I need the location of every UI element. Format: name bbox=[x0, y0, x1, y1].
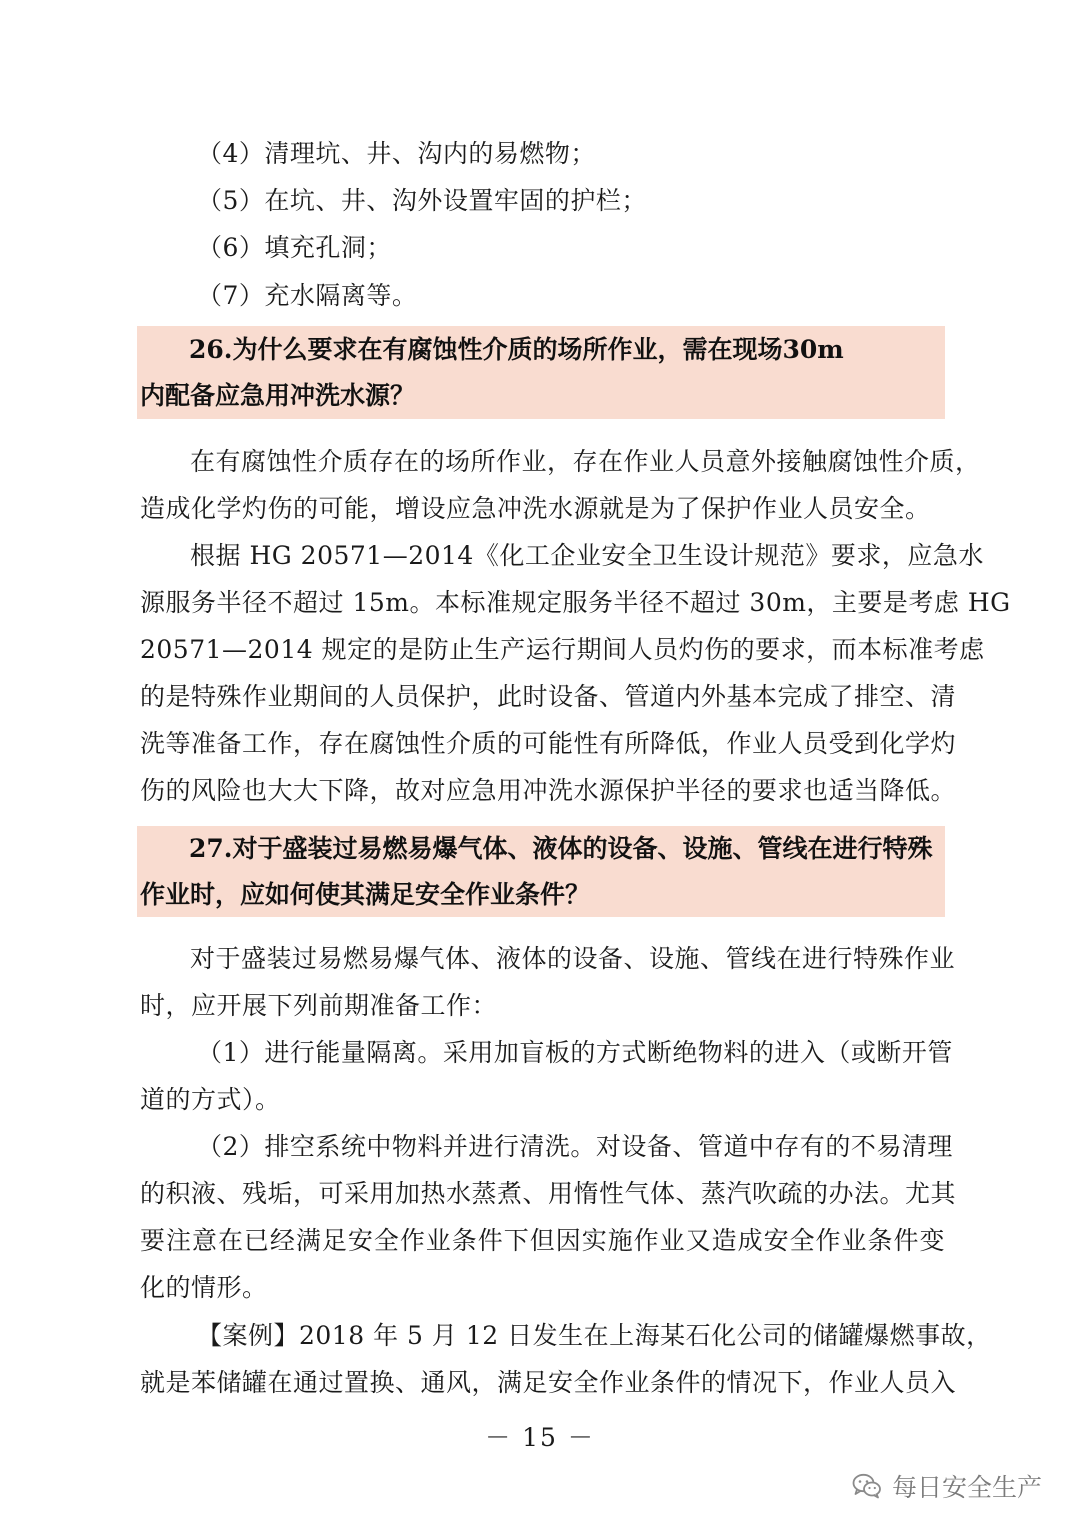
answer-26-line: 根据 HG 20571—2014《化工企业安全卫生设计规范》要求，应急水 bbox=[190, 541, 984, 570]
answer-27-line: 化的情形。 bbox=[140, 1273, 268, 1302]
question-26-box bbox=[137, 326, 945, 419]
answer-27-line: 道的方式）。 bbox=[140, 1085, 281, 1114]
watermark-text: 每日安全生产 bbox=[891, 1473, 1042, 1502]
question-27-box bbox=[137, 826, 945, 917]
question-27-line2: 作业时，应如何使其满足安全作业条件？ bbox=[140, 880, 591, 909]
answer-27-line: 对于盛装过易燃易爆气体、液体的设备、设施、管线在进行特殊作业 bbox=[190, 944, 956, 973]
list-item: （7）充水隔离等。 bbox=[197, 281, 418, 310]
answer-27-line: （1）进行能量隔离。采用加盲板的方式断绝物料的进入（或断开管 bbox=[197, 1038, 953, 1067]
answer-26-line: 伤的风险也大大下降，故对应急用冲洗水源保护半径的要求也适当降低。 bbox=[140, 776, 957, 805]
question-26-line2: 内配备应急用冲洗水源？ bbox=[140, 381, 416, 410]
answer-27-line: 【案例】2018 年 5 月 12 日发生在上海某石化公司的储罐爆燃事故， bbox=[197, 1321, 992, 1350]
answer-26-line: 在有腐蚀性介质存在的场所作业，存在作业人员意外接触腐蚀性介质， bbox=[190, 447, 981, 476]
page-number: － 15 － bbox=[485, 1423, 595, 1452]
answer-27-line: 就是苯储罐在通过置换、通风，满足安全作业条件的情况下，作业人员入 bbox=[140, 1368, 957, 1397]
answer-26-line: 造成化学灼伤的可能，增设应急冲洗水源就是为了保护作业人员安全。 bbox=[140, 494, 931, 523]
answer-27-line: 时，应开展下列前期准备工作： bbox=[140, 991, 498, 1020]
question-27-line1: 27.对于盛装过易燃易爆气体、液体的设备、设施、管线在进行特殊 bbox=[189, 834, 933, 863]
answer-26-line: 源服务半径不超过 15m。本标准规定服务半径不超过 30m，主要是考虑 HG bbox=[140, 588, 1011, 617]
list-item: （4）清理坑、井、沟内的易燃物； bbox=[197, 139, 596, 168]
answer-27-line: 的积液、残垢，可采用加热水蒸煮、用惰性气体、蒸汽吹疏的办法。尤其 bbox=[140, 1179, 957, 1208]
watermark bbox=[852, 1468, 1042, 1504]
list-item: （5）在坑、井、沟外设置牢固的护栏； bbox=[197, 186, 647, 215]
answer-27-line: 要注意在已经满足安全作业条件下但因实施作业又造成安全作业条件变 bbox=[140, 1226, 945, 1255]
answer-26-line: 的是特殊作业期间的人员保护，此时设备、管道内外基本完成了排空、清 bbox=[140, 682, 957, 711]
question-26-line1: 26.为什么要求在有腐蚀性介质的场所作业，需在现场30m bbox=[189, 335, 844, 364]
wechat-icon bbox=[852, 1473, 882, 1499]
answer-26-line: 20571—2014 规定的是防止生产运行期间人员灼伤的要求，而本标准考虑 bbox=[140, 635, 985, 664]
list-item: （6）填充孔洞； bbox=[197, 233, 392, 262]
answer-26-line: 洗等准备工作，存在腐蚀性介质的可能性有所降低，作业人员受到化学灼 bbox=[140, 729, 957, 758]
answer-27-line: （2）排空系统中物料并进行清洗。对设备、管道中存有的不易清理 bbox=[197, 1132, 953, 1161]
